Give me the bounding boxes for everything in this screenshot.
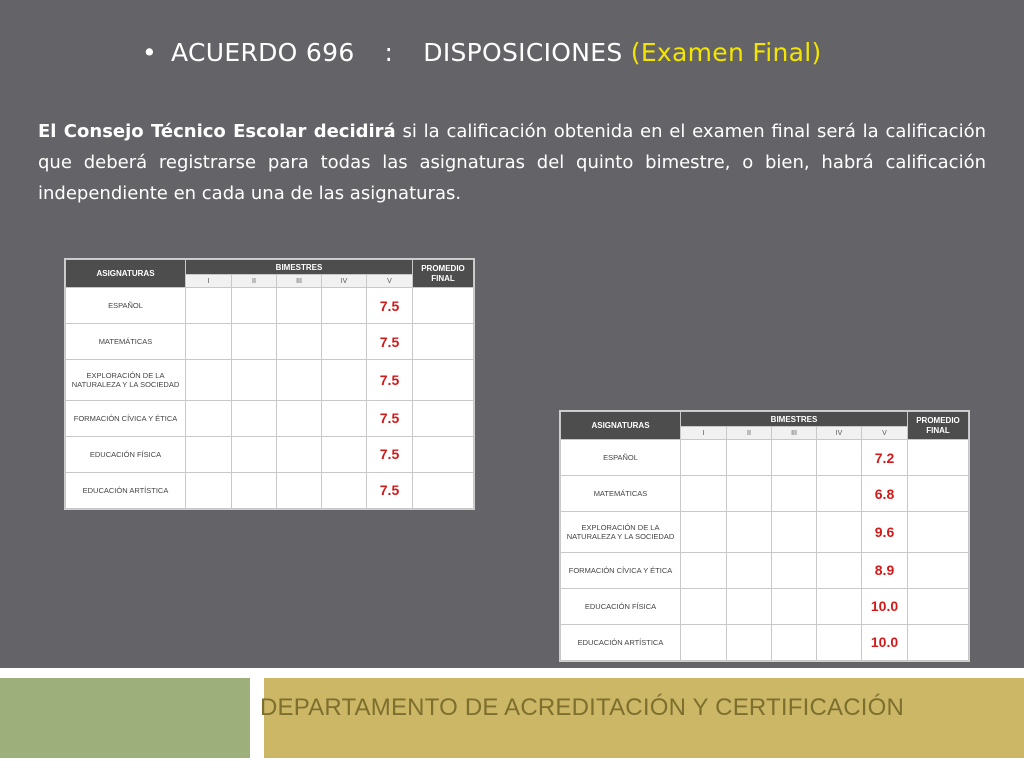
table-row — [561, 476, 969, 512]
promedio-cell — [908, 440, 969, 476]
grade-cell — [681, 624, 727, 660]
header-promedio-line2: FINAL — [926, 425, 950, 435]
promedio-cell — [413, 324, 474, 360]
grade-cell — [817, 552, 862, 588]
header-bimestre-5: V — [367, 275, 413, 288]
table-row — [66, 288, 474, 324]
header-promedio-line1: PROMEDIO — [421, 263, 465, 273]
header-bimestres: BIMESTRES — [681, 412, 908, 427]
subject-cell: MATEMÁTICAS — [561, 476, 681, 512]
grade-cell-v: 10.0 — [862, 624, 908, 660]
grade-cell — [277, 324, 322, 360]
header-bimestre-2: II — [727, 427, 772, 440]
header-bimestre-3: III — [772, 427, 817, 440]
promedio-cell — [908, 624, 969, 660]
grade-cell-v: 9.6 — [862, 512, 908, 552]
header-bimestre-1: I — [681, 427, 727, 440]
grade-cell — [232, 436, 277, 472]
grade-cell-v: 10.0 — [862, 588, 908, 624]
promedio-cell — [413, 288, 474, 324]
grade-cell — [772, 440, 817, 476]
grade-cell — [232, 400, 277, 436]
subject-cell: EXPLORACIÓN DE LA NATURALEZA Y LA SOCIEDAD — [561, 512, 681, 552]
grade-cell — [232, 472, 277, 508]
header-bimestres: BIMESTRES — [186, 260, 413, 275]
grade-cell — [817, 588, 862, 624]
promedio-cell — [413, 472, 474, 508]
table-row — [561, 624, 969, 660]
grade-cell — [681, 512, 727, 552]
grade-cell — [727, 624, 772, 660]
grade-cell-v: 7.5 — [367, 436, 413, 472]
table-row — [561, 440, 969, 476]
grade-cell — [772, 624, 817, 660]
subject-cell: EXPLORACIÓN DE LA NATURALEZA Y LA SOCIEDAD — [66, 360, 186, 400]
grade-cell — [186, 288, 232, 324]
grade-cell — [277, 436, 322, 472]
grade-cell — [681, 476, 727, 512]
promedio-cell — [908, 552, 969, 588]
grade-cell — [186, 400, 232, 436]
grade-cell — [232, 324, 277, 360]
table-row — [66, 324, 474, 360]
grade-cell — [277, 400, 322, 436]
body-paragraph — [38, 116, 986, 209]
grade-cell-v: 7.5 — [367, 324, 413, 360]
title-colon: : — [384, 38, 394, 67]
header-promedio-line2: FINAL — [431, 273, 455, 283]
promedio-cell — [908, 588, 969, 624]
grade-cell — [186, 324, 232, 360]
grades-table-uniform — [64, 258, 475, 510]
grade-cell-v: 6.8 — [862, 476, 908, 512]
grades-table-independent — [559, 410, 970, 662]
title-main: ACUERDO 696 — [171, 38, 355, 67]
grade-cell — [817, 440, 862, 476]
grade-cell — [817, 512, 862, 552]
grade-cell — [727, 588, 772, 624]
grade-cell — [727, 552, 772, 588]
header-asignaturas: ASIGNATURAS — [66, 260, 186, 288]
grade-cell — [772, 588, 817, 624]
grade-cell — [277, 360, 322, 400]
header-bimestre-5: V — [862, 427, 908, 440]
header-asignaturas: ASIGNATURAS — [561, 412, 681, 440]
header-bimestre-4: IV — [817, 427, 862, 440]
subject-cell: EDUCACIÓN FÍSICA — [66, 436, 186, 472]
grade-cell — [322, 360, 367, 400]
subject-cell: EDUCACIÓN ARTÍSTICA — [66, 472, 186, 508]
header-bimestre-3: III — [277, 275, 322, 288]
header-bimestre-1: I — [186, 275, 232, 288]
grade-cell-v: 7.5 — [367, 288, 413, 324]
grade-cell — [727, 512, 772, 552]
grade-cell — [322, 436, 367, 472]
table-row — [66, 472, 474, 508]
paragraph-rest: si la calificación obtenida en el examen final será la calificación que deberá registrarse para todas las asignaturas del quinto bimestre, o bien, habrá calificación independiente en cada una de las asignaturas. — [38, 121, 986, 204]
table-row — [561, 552, 969, 588]
subject-cell: ESPAÑOL — [561, 440, 681, 476]
footer-green-block — [0, 678, 250, 758]
subject-cell: FORMACIÓN CÍVICA Y ÉTICA — [561, 552, 681, 588]
subject-cell: EDUCACIÓN ARTÍSTICA — [561, 624, 681, 660]
grade-cell — [817, 624, 862, 660]
grade-cell — [817, 476, 862, 512]
header-promedio-line1: PROMEDIO — [916, 415, 960, 425]
title-highlight: (Examen Final) — [630, 38, 822, 67]
table-row — [66, 436, 474, 472]
table-row — [66, 400, 474, 436]
grade-cell — [322, 288, 367, 324]
grade-cell — [681, 552, 727, 588]
grade-cell — [186, 360, 232, 400]
header-promedio-final — [908, 412, 969, 440]
subject-cell: FORMACIÓN CÍVICA Y ÉTICA — [66, 400, 186, 436]
slide-title — [142, 38, 902, 78]
subject-cell: ESPAÑOL — [66, 288, 186, 324]
grade-cell-v: 7.5 — [367, 360, 413, 400]
header-bimestre-4: IV — [322, 275, 367, 288]
grade-cell — [322, 324, 367, 360]
promedio-cell — [413, 400, 474, 436]
promedio-cell — [908, 512, 969, 552]
grade-cell-v: 7.5 — [367, 400, 413, 436]
promedio-cell — [413, 360, 474, 400]
grade-cell — [322, 472, 367, 508]
footer-department-title: DEPARTAMENTO DE ACREDITACIÓN Y CERTIFICACIÓN — [260, 694, 905, 721]
subject-cell: MATEMÁTICAS — [66, 324, 186, 360]
grade-cell-v: 8.9 — [862, 552, 908, 588]
grade-cell — [772, 476, 817, 512]
title-bullet: • — [142, 38, 158, 67]
grade-cell — [277, 288, 322, 324]
grade-cell-v: 7.5 — [367, 472, 413, 508]
grade-cell — [322, 400, 367, 436]
header-promedio-final — [413, 260, 474, 288]
table-row — [561, 588, 969, 624]
grade-cell — [232, 288, 277, 324]
grade-cell — [186, 436, 232, 472]
grade-cell — [772, 552, 817, 588]
grade-cell — [727, 440, 772, 476]
grade-cell — [772, 512, 817, 552]
grade-cell — [232, 360, 277, 400]
header-bimestre-2: II — [232, 275, 277, 288]
grade-cell — [681, 440, 727, 476]
grade-cell-v: 7.2 — [862, 440, 908, 476]
promedio-cell — [908, 476, 969, 512]
grade-cell — [681, 588, 727, 624]
grade-cell — [727, 476, 772, 512]
table-row — [561, 512, 969, 552]
table-row — [66, 360, 474, 400]
subject-cell: EDUCACIÓN FÍSICA — [561, 588, 681, 624]
grade-cell — [186, 472, 232, 508]
promedio-cell — [413, 436, 474, 472]
grade-cell — [277, 472, 322, 508]
title-section: DISPOSICIONES — [423, 38, 623, 67]
paragraph-bold: El Consejo Técnico Escolar decidirá — [38, 121, 396, 142]
